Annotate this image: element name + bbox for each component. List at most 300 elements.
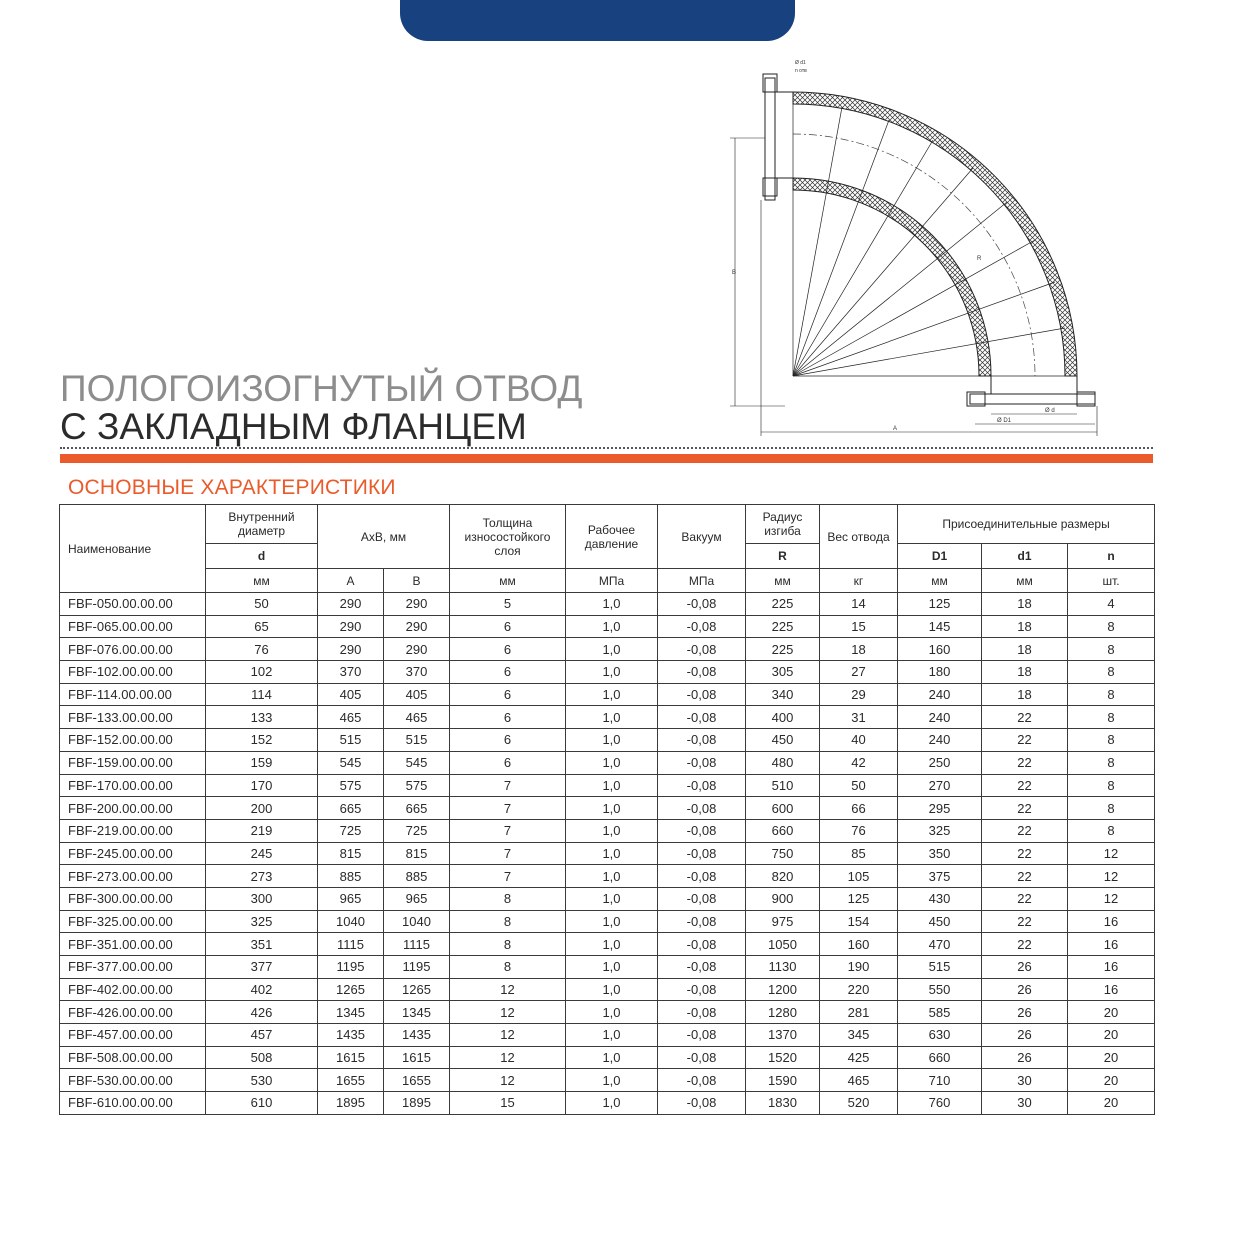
cell-b: 1195	[384, 956, 450, 979]
cell-vacuum: -0,08	[658, 887, 746, 910]
cell-name: FBF-170.00.00.00	[60, 774, 206, 797]
cell-d1-big: 250	[898, 751, 982, 774]
cell-n: 20	[1068, 1024, 1155, 1047]
cell-d1-big: 145	[898, 615, 982, 638]
unit-d: мм	[206, 569, 318, 593]
header-name: Наименование	[60, 505, 206, 593]
cell-d1-big: 350	[898, 842, 982, 865]
cell-pressure: 1,0	[566, 729, 658, 752]
cell-thickness: 6	[450, 661, 566, 684]
cell-a: 1195	[318, 956, 384, 979]
cell-d1-big: 125	[898, 593, 982, 616]
cell-thickness: 6	[450, 706, 566, 729]
cell-a: 465	[318, 706, 384, 729]
cell-weight: 50	[820, 774, 898, 797]
cell-a: 1345	[318, 1001, 384, 1024]
cell-b: 465	[384, 706, 450, 729]
table-row	[60, 956, 1155, 979]
page-title	[60, 370, 582, 446]
cell-name: FBF-219.00.00.00	[60, 819, 206, 842]
cell-d1-big: 325	[898, 819, 982, 842]
cell-radius: 1830	[746, 1092, 820, 1115]
header-axb: АхВ, мм	[318, 505, 450, 569]
table-row	[60, 774, 1155, 797]
cell-vacuum: -0,08	[658, 615, 746, 638]
cell-d1-big: 470	[898, 933, 982, 956]
cell-thickness: 7	[450, 842, 566, 865]
cell-b: 575	[384, 774, 450, 797]
cell-b: 1115	[384, 933, 450, 956]
cell-vacuum: -0,08	[658, 661, 746, 684]
dim-label-d1: Ø D1	[997, 418, 1012, 424]
unit-r: мм	[746, 569, 820, 593]
cell-radius: 480	[746, 751, 820, 774]
cell-d1-small: 18	[982, 593, 1068, 616]
cell-weight: 105	[820, 865, 898, 888]
cell-name: FBF-245.00.00.00	[60, 842, 206, 865]
cell-a: 405	[318, 683, 384, 706]
cell-d1-big: 375	[898, 865, 982, 888]
cell-weight: 29	[820, 683, 898, 706]
cell-d1-small: 22	[982, 751, 1068, 774]
table-row	[60, 819, 1155, 842]
cell-radius: 400	[746, 706, 820, 729]
cell-d1-small: 22	[982, 910, 1068, 933]
cell-d: 351	[206, 933, 318, 956]
cell-d1-small: 26	[982, 1001, 1068, 1024]
cell-thickness: 5	[450, 593, 566, 616]
cell-n: 20	[1068, 1069, 1155, 1092]
cell-pressure: 1,0	[566, 1046, 658, 1069]
cell-n: 4	[1068, 593, 1155, 616]
cell-b: 290	[384, 593, 450, 616]
cell-a: 290	[318, 638, 384, 661]
unit-vacuum: МПа	[658, 569, 746, 593]
cell-d: 114	[206, 683, 318, 706]
cell-d: 200	[206, 797, 318, 820]
cell-n: 16	[1068, 910, 1155, 933]
cell-radius: 225	[746, 615, 820, 638]
cell-d1-big: 660	[898, 1046, 982, 1069]
cell-d1-small: 22	[982, 774, 1068, 797]
cell-a: 815	[318, 842, 384, 865]
cell-pressure: 1,0	[566, 956, 658, 979]
cell-d: 273	[206, 865, 318, 888]
cell-vacuum: -0,08	[658, 638, 746, 661]
cell-d: 76	[206, 638, 318, 661]
cell-pressure: 1,0	[566, 1069, 658, 1092]
cell-d1-big: 240	[898, 729, 982, 752]
header-inner-diameter: Внутренний диаметр	[206, 505, 318, 544]
cell-d1-small: 22	[982, 887, 1068, 910]
dim-label-b: B	[732, 270, 737, 276]
cell-pressure: 1,0	[566, 1001, 658, 1024]
unit-n: шт.	[1068, 569, 1155, 593]
cell-weight: 160	[820, 933, 898, 956]
header-vacuum: Вакуум	[658, 505, 746, 569]
cell-name: FBF-377.00.00.00	[60, 956, 206, 979]
cell-vacuum: -0,08	[658, 978, 746, 1001]
unit-d1-big: мм	[898, 569, 982, 593]
table-row	[60, 729, 1155, 752]
cell-weight: 15	[820, 615, 898, 638]
cell-name: FBF-325.00.00.00	[60, 910, 206, 933]
table-row	[60, 1092, 1155, 1115]
cell-radius: 225	[746, 638, 820, 661]
table-row	[60, 1001, 1155, 1024]
cell-name: FBF-076.00.00.00	[60, 638, 206, 661]
title-line-2: С ЗАКЛАДНЫМ ФЛАНЦЕМ	[60, 406, 527, 447]
table-row	[60, 1069, 1155, 1092]
header-pressure: Рабочее давление	[566, 505, 658, 569]
cell-d1-big: 430	[898, 887, 982, 910]
cell-vacuum: -0,08	[658, 910, 746, 933]
cell-pressure: 1,0	[566, 661, 658, 684]
cell-vacuum: -0,08	[658, 797, 746, 820]
cell-b: 290	[384, 638, 450, 661]
cell-thickness: 6	[450, 683, 566, 706]
cell-pressure: 1,0	[566, 638, 658, 661]
table-body	[60, 593, 1155, 1115]
cell-vacuum: -0,08	[658, 933, 746, 956]
cell-d1-big: 240	[898, 706, 982, 729]
cell-b: 1040	[384, 910, 450, 933]
cell-radius: 1130	[746, 956, 820, 979]
cell-d1-big: 550	[898, 978, 982, 1001]
cell-d1-small: 22	[982, 865, 1068, 888]
cell-d1-small: 26	[982, 978, 1068, 1001]
cell-b: 1435	[384, 1024, 450, 1047]
accent-bar	[60, 454, 1153, 463]
cell-radius: 820	[746, 865, 820, 888]
cell-b: 515	[384, 729, 450, 752]
cell-a: 965	[318, 887, 384, 910]
unit-thickness: мм	[450, 569, 566, 593]
table-row	[60, 978, 1155, 1001]
cell-pressure: 1,0	[566, 865, 658, 888]
cell-d: 170	[206, 774, 318, 797]
cell-d: 610	[206, 1092, 318, 1115]
cell-d1-big: 515	[898, 956, 982, 979]
table-row	[60, 706, 1155, 729]
cell-b: 1615	[384, 1046, 450, 1069]
specs-table	[59, 504, 1155, 1115]
table-row	[60, 865, 1155, 888]
cell-a: 290	[318, 593, 384, 616]
cell-radius: 1590	[746, 1069, 820, 1092]
cell-d: 300	[206, 887, 318, 910]
cell-vacuum: -0,08	[658, 706, 746, 729]
table-row	[60, 1024, 1155, 1047]
cell-n: 8	[1068, 797, 1155, 820]
table-row	[60, 797, 1155, 820]
cell-name: FBF-426.00.00.00	[60, 1001, 206, 1024]
cell-d: 402	[206, 978, 318, 1001]
cell-pressure: 1,0	[566, 978, 658, 1001]
cell-d1-small: 30	[982, 1069, 1068, 1092]
cell-weight: 125	[820, 887, 898, 910]
cell-name: FBF-300.00.00.00	[60, 887, 206, 910]
cell-a: 1040	[318, 910, 384, 933]
cell-n: 8	[1068, 706, 1155, 729]
cell-a: 1655	[318, 1069, 384, 1092]
unit-d1-small: мм	[982, 569, 1068, 593]
cell-thickness: 6	[450, 751, 566, 774]
cell-thickness: 7	[450, 865, 566, 888]
cell-b: 965	[384, 887, 450, 910]
cell-d1-small: 18	[982, 661, 1068, 684]
cell-b: 405	[384, 683, 450, 706]
cell-name: FBF-530.00.00.00	[60, 1069, 206, 1092]
header-d: d	[206, 544, 318, 569]
cell-d1-small: 22	[982, 729, 1068, 752]
header-r: R	[746, 544, 820, 569]
cell-a: 1895	[318, 1092, 384, 1115]
cell-weight: 18	[820, 638, 898, 661]
table-row	[60, 593, 1155, 616]
cell-d: 530	[206, 1069, 318, 1092]
cell-weight: 220	[820, 978, 898, 1001]
cell-d: 102	[206, 661, 318, 684]
cell-weight: 465	[820, 1069, 898, 1092]
header-radius: Радиус изгиба	[746, 505, 820, 544]
cell-d: 65	[206, 615, 318, 638]
cell-pressure: 1,0	[566, 887, 658, 910]
dim-label-a: A	[893, 426, 898, 432]
title-line-1: ПОЛОГОИЗОГНУТЫЙ ОТВОД	[60, 368, 583, 409]
unit-weight: кг	[820, 569, 898, 593]
cell-n: 16	[1068, 933, 1155, 956]
cell-radius: 1200	[746, 978, 820, 1001]
dim-label-d: Ø d	[1045, 408, 1055, 414]
cell-weight: 520	[820, 1092, 898, 1115]
cell-pressure: 1,0	[566, 774, 658, 797]
cell-pressure: 1,0	[566, 1092, 658, 1115]
cell-thickness: 7	[450, 819, 566, 842]
cell-vacuum: -0,08	[658, 1092, 746, 1115]
cell-thickness: 12	[450, 1024, 566, 1047]
cell-vacuum: -0,08	[658, 842, 746, 865]
cell-radius: 305	[746, 661, 820, 684]
cell-weight: 190	[820, 956, 898, 979]
dim-label-r: R	[977, 256, 982, 262]
cell-b: 370	[384, 661, 450, 684]
cell-d: 508	[206, 1046, 318, 1069]
cell-b: 290	[384, 615, 450, 638]
cell-radius: 600	[746, 797, 820, 820]
cell-b: 665	[384, 797, 450, 820]
cell-name: FBF-152.00.00.00	[60, 729, 206, 752]
cell-pressure: 1,0	[566, 1024, 658, 1047]
cell-radius: 340	[746, 683, 820, 706]
cell-d1-big: 295	[898, 797, 982, 820]
cell-d1-big: 760	[898, 1092, 982, 1115]
unit-a: А	[318, 569, 384, 593]
cell-name: FBF-065.00.00.00	[60, 615, 206, 638]
table-row	[60, 910, 1155, 933]
cell-a: 1435	[318, 1024, 384, 1047]
cell-weight: 76	[820, 819, 898, 842]
cell-weight: 281	[820, 1001, 898, 1024]
cell-name: FBF-200.00.00.00	[60, 797, 206, 820]
cell-n: 8	[1068, 774, 1155, 797]
cell-weight: 40	[820, 729, 898, 752]
cell-d1-small: 26	[982, 1046, 1068, 1069]
cell-pressure: 1,0	[566, 819, 658, 842]
cell-b: 725	[384, 819, 450, 842]
cell-radius: 660	[746, 819, 820, 842]
cell-n: 8	[1068, 615, 1155, 638]
cell-name: FBF-159.00.00.00	[60, 751, 206, 774]
cell-vacuum: -0,08	[658, 593, 746, 616]
cell-radius: 750	[746, 842, 820, 865]
cell-d: 152	[206, 729, 318, 752]
cell-a: 545	[318, 751, 384, 774]
cell-vacuum: -0,08	[658, 1001, 746, 1024]
cell-vacuum: -0,08	[658, 751, 746, 774]
table-row	[60, 683, 1155, 706]
table-row	[60, 615, 1155, 638]
cell-radius: 975	[746, 910, 820, 933]
cell-d: 457	[206, 1024, 318, 1047]
cell-name: FBF-457.00.00.00	[60, 1024, 206, 1047]
cell-d: 50	[206, 593, 318, 616]
cell-pressure: 1,0	[566, 593, 658, 616]
cell-thickness: 15	[450, 1092, 566, 1115]
cell-vacuum: -0,08	[658, 683, 746, 706]
table-row	[60, 1046, 1155, 1069]
cell-name: FBF-508.00.00.00	[60, 1046, 206, 1069]
cell-a: 725	[318, 819, 384, 842]
cell-thickness: 12	[450, 1001, 566, 1024]
dim-label-n-holes: n отв	[795, 68, 807, 74]
cell-name: FBF-114.00.00.00	[60, 683, 206, 706]
header-d1-small: d1	[982, 544, 1068, 569]
cell-d: 245	[206, 842, 318, 865]
cell-n: 20	[1068, 1092, 1155, 1115]
cell-b: 545	[384, 751, 450, 774]
cell-pressure: 1,0	[566, 933, 658, 956]
cell-b: 1265	[384, 978, 450, 1001]
cell-weight: 42	[820, 751, 898, 774]
cell-d1-big: 180	[898, 661, 982, 684]
cell-vacuum: -0,08	[658, 729, 746, 752]
cell-d1-small: 22	[982, 797, 1068, 820]
cell-weight: 154	[820, 910, 898, 933]
cell-radius: 1280	[746, 1001, 820, 1024]
dotted-divider	[60, 447, 1153, 449]
cell-thickness: 8	[450, 933, 566, 956]
cell-b: 1345	[384, 1001, 450, 1024]
cell-n: 8	[1068, 661, 1155, 684]
cell-d1-big: 585	[898, 1001, 982, 1024]
cell-vacuum: -0,08	[658, 774, 746, 797]
cell-d1-small: 26	[982, 1024, 1068, 1047]
cell-n: 8	[1068, 819, 1155, 842]
header-thickness: Толщина износостойкого слоя	[450, 505, 566, 569]
cell-radius: 450	[746, 729, 820, 752]
cell-thickness: 8	[450, 887, 566, 910]
cell-name: FBF-402.00.00.00	[60, 978, 206, 1001]
cell-d: 325	[206, 910, 318, 933]
cell-name: FBF-133.00.00.00	[60, 706, 206, 729]
cell-pressure: 1,0	[566, 683, 658, 706]
cell-thickness: 6	[450, 729, 566, 752]
cell-a: 885	[318, 865, 384, 888]
cell-d1-big: 630	[898, 1024, 982, 1047]
cell-d1-big: 450	[898, 910, 982, 933]
cell-radius: 225	[746, 593, 820, 616]
table-row	[60, 661, 1155, 684]
cell-weight: 31	[820, 706, 898, 729]
header-n: n	[1068, 544, 1155, 569]
cell-n: 8	[1068, 638, 1155, 661]
cell-weight: 14	[820, 593, 898, 616]
cell-d1-small: 22	[982, 819, 1068, 842]
header-weight: Вес отвода	[820, 505, 898, 569]
cell-d1-small: 22	[982, 842, 1068, 865]
cell-a: 370	[318, 661, 384, 684]
cell-name: FBF-102.00.00.00	[60, 661, 206, 684]
cell-vacuum: -0,08	[658, 956, 746, 979]
cell-thickness: 7	[450, 797, 566, 820]
cell-d: 159	[206, 751, 318, 774]
cell-b: 815	[384, 842, 450, 865]
cell-thickness: 7	[450, 774, 566, 797]
cell-n: 20	[1068, 1001, 1155, 1024]
cell-d: 219	[206, 819, 318, 842]
cell-d1-small: 18	[982, 615, 1068, 638]
cell-d: 377	[206, 956, 318, 979]
section-title: ОСНОВНЫЕ ХАРАКТЕРИСТИКИ	[68, 476, 396, 499]
cell-weight: 425	[820, 1046, 898, 1069]
cell-name: FBF-050.00.00.00	[60, 593, 206, 616]
cell-a: 665	[318, 797, 384, 820]
cell-d1-small: 22	[982, 706, 1068, 729]
cell-n: 12	[1068, 865, 1155, 888]
cell-vacuum: -0,08	[658, 1024, 746, 1047]
dim-label-d1-top: Ø d1	[795, 60, 806, 66]
cell-b: 1655	[384, 1069, 450, 1092]
cell-pressure: 1,0	[566, 751, 658, 774]
table-row	[60, 638, 1155, 661]
cell-weight: 27	[820, 661, 898, 684]
cell-weight: 345	[820, 1024, 898, 1047]
cell-weight: 85	[820, 842, 898, 865]
cell-weight: 66	[820, 797, 898, 820]
cell-thickness: 12	[450, 1069, 566, 1092]
cell-b: 1895	[384, 1092, 450, 1115]
cell-radius: 510	[746, 774, 820, 797]
table-row	[60, 751, 1155, 774]
cell-a: 290	[318, 615, 384, 638]
cell-d: 133	[206, 706, 318, 729]
cell-thickness: 8	[450, 956, 566, 979]
cell-d: 426	[206, 1001, 318, 1024]
cell-n: 12	[1068, 887, 1155, 910]
cell-radius: 1520	[746, 1046, 820, 1069]
cell-a: 1265	[318, 978, 384, 1001]
table-row	[60, 887, 1155, 910]
cell-n: 20	[1068, 1046, 1155, 1069]
cell-name: FBF-610.00.00.00	[60, 1092, 206, 1115]
cell-n: 8	[1068, 683, 1155, 706]
cell-pressure: 1,0	[566, 797, 658, 820]
cell-d1-small: 18	[982, 638, 1068, 661]
cell-radius: 1370	[746, 1024, 820, 1047]
unit-pressure: МПа	[566, 569, 658, 593]
cell-radius: 1050	[746, 933, 820, 956]
